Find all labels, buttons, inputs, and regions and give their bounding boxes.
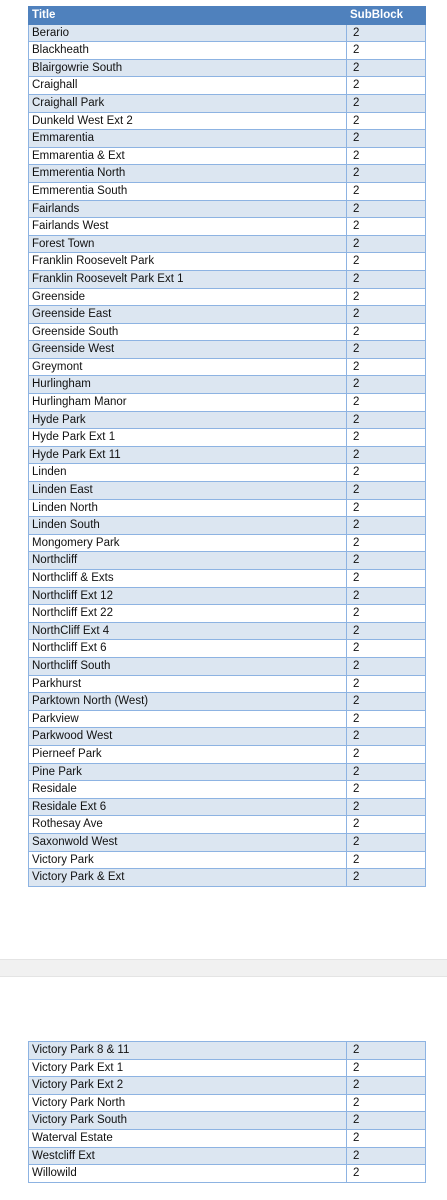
table-row — [29, 587, 426, 605]
cell-title: Parkwood West — [29, 728, 347, 746]
cell-subblock: 2 — [347, 464, 426, 482]
cell-subblock: 2 — [347, 341, 426, 359]
cell-subblock: 2 — [347, 781, 426, 799]
table-row — [29, 534, 426, 552]
table-row — [29, 710, 426, 728]
table-row — [29, 763, 426, 781]
cell-title: Residale — [29, 781, 347, 799]
cell-subblock: 2 — [347, 482, 426, 500]
table-row — [29, 429, 426, 447]
cell-subblock: 2 — [347, 288, 426, 306]
cell-subblock: 2 — [347, 798, 426, 816]
cell-title: Victory Park North — [29, 1094, 347, 1112]
table-row — [29, 235, 426, 253]
table-row — [29, 816, 426, 834]
cell-title: Victory Park South — [29, 1112, 347, 1130]
cell-title: Residale Ext 6 — [29, 798, 347, 816]
cell-title: Franklin Roosevelt Park Ext 1 — [29, 270, 347, 288]
cell-title: Greenside East — [29, 306, 347, 324]
cell-subblock: 2 — [347, 499, 426, 517]
cell-subblock: 2 — [347, 59, 426, 77]
table-row — [29, 552, 426, 570]
table-row — [29, 218, 426, 236]
cell-title: NorthCliff Ext 4 — [29, 622, 347, 640]
table-row — [29, 112, 426, 130]
cell-title: Victory Park — [29, 851, 347, 869]
table-row — [29, 570, 426, 588]
cell-subblock: 2 — [347, 728, 426, 746]
cell-subblock: 2 — [347, 429, 426, 447]
cell-subblock: 2 — [347, 517, 426, 535]
cell-title: Northcliff Ext 22 — [29, 605, 347, 623]
table-row — [29, 499, 426, 517]
suburb-table-bottom — [28, 1041, 426, 1183]
cell-subblock: 2 — [347, 24, 426, 42]
cell-title: Hyde Park Ext 11 — [29, 446, 347, 464]
table-row — [29, 94, 426, 112]
cell-title: Greenside West — [29, 341, 347, 359]
table-row — [29, 165, 426, 183]
table-row — [29, 833, 426, 851]
cell-title: Parkview — [29, 710, 347, 728]
cell-subblock: 2 — [347, 833, 426, 851]
table-row — [29, 693, 426, 711]
cell-title: Hyde Park — [29, 411, 347, 429]
cell-subblock: 2 — [347, 1147, 426, 1165]
cell-title: Northcliff Ext 6 — [29, 640, 347, 658]
table-row — [29, 411, 426, 429]
cell-title: Mongomery Park — [29, 534, 347, 552]
cell-title: Emmerentia South — [29, 182, 347, 200]
cell-title: Northcliff South — [29, 657, 347, 675]
page-break — [0, 959, 447, 977]
cell-title: Willowild — [29, 1165, 347, 1183]
cell-subblock: 2 — [347, 165, 426, 183]
table-row — [29, 376, 426, 394]
cell-title: Forest Town — [29, 235, 347, 253]
cell-title: Rothesay Ave — [29, 816, 347, 834]
cell-subblock: 2 — [347, 552, 426, 570]
cell-subblock: 2 — [347, 1077, 426, 1095]
cell-subblock: 2 — [347, 394, 426, 412]
table-row — [29, 1059, 426, 1077]
cell-subblock: 2 — [347, 376, 426, 394]
suburb-table-top — [28, 6, 426, 887]
cell-title: Fairlands — [29, 200, 347, 218]
cell-title: Craighall Park — [29, 94, 347, 112]
table-row — [29, 1094, 426, 1112]
table-row — [29, 358, 426, 376]
cell-title: Parkhurst — [29, 675, 347, 693]
cell-subblock: 2 — [347, 218, 426, 236]
cell-subblock: 2 — [347, 816, 426, 834]
cell-subblock: 2 — [347, 675, 426, 693]
table-row — [29, 869, 426, 887]
cell-subblock: 2 — [347, 323, 426, 341]
cell-title: Greenside South — [29, 323, 347, 341]
table-row — [29, 323, 426, 341]
table-row — [29, 464, 426, 482]
cell-subblock: 2 — [347, 1059, 426, 1077]
cell-title: Victory Park 8 & 11 — [29, 1042, 347, 1060]
table-row — [29, 482, 426, 500]
table-row — [29, 517, 426, 535]
cell-title: Dunkeld West Ext 2 — [29, 112, 347, 130]
cell-title: Northcliff — [29, 552, 347, 570]
table-row — [29, 24, 426, 42]
table-row — [29, 270, 426, 288]
cell-subblock: 2 — [347, 622, 426, 640]
table-row — [29, 1165, 426, 1183]
table-row — [29, 622, 426, 640]
table-row — [29, 1129, 426, 1147]
cell-title: Hurlingham Manor — [29, 394, 347, 412]
cell-title: Northcliff & Exts — [29, 570, 347, 588]
cell-title: Waterval Estate — [29, 1129, 347, 1147]
cell-subblock: 2 — [347, 358, 426, 376]
cell-subblock: 2 — [347, 1094, 426, 1112]
cell-title: Victory Park Ext 1 — [29, 1059, 347, 1077]
table-row — [29, 253, 426, 271]
table-row — [29, 781, 426, 799]
cell-title: Franklin Roosevelt Park — [29, 253, 347, 271]
table-row — [29, 306, 426, 324]
cell-subblock: 2 — [347, 763, 426, 781]
cell-title: Linden South — [29, 517, 347, 535]
table-row — [29, 640, 426, 658]
cell-subblock: 2 — [347, 235, 426, 253]
cell-subblock: 2 — [347, 306, 426, 324]
cell-subblock: 2 — [347, 851, 426, 869]
cell-title: Blackheath — [29, 42, 347, 60]
table-row — [29, 798, 426, 816]
table-row — [29, 77, 426, 95]
cell-title: Northcliff Ext 12 — [29, 587, 347, 605]
cell-title: Blairgowrie South — [29, 59, 347, 77]
cell-subblock: 2 — [347, 693, 426, 711]
table-row — [29, 745, 426, 763]
cell-subblock: 2 — [347, 200, 426, 218]
cell-subblock: 2 — [347, 1165, 426, 1183]
column-header-subblock: SubBlock — [347, 7, 426, 25]
cell-title: Linden — [29, 464, 347, 482]
table-row — [29, 851, 426, 869]
cell-subblock: 2 — [347, 1042, 426, 1060]
cell-subblock: 2 — [347, 587, 426, 605]
cell-subblock: 2 — [347, 534, 426, 552]
cell-subblock: 2 — [347, 570, 426, 588]
cell-title: Greymont — [29, 358, 347, 376]
table-row — [29, 1112, 426, 1130]
cell-title: Berario — [29, 24, 347, 42]
cell-subblock: 2 — [347, 605, 426, 623]
cell-subblock: 2 — [347, 1112, 426, 1130]
cell-title: Greenside — [29, 288, 347, 306]
table-row — [29, 657, 426, 675]
cell-subblock: 2 — [347, 446, 426, 464]
cell-title: Victory Park & Ext — [29, 869, 347, 887]
cell-title: Emmarentia — [29, 130, 347, 148]
cell-subblock: 2 — [347, 1129, 426, 1147]
cell-subblock: 2 — [347, 270, 426, 288]
table-row — [29, 130, 426, 148]
cell-subblock: 2 — [347, 411, 426, 429]
table-row — [29, 42, 426, 60]
table-row — [29, 182, 426, 200]
cell-subblock: 2 — [347, 640, 426, 658]
cell-title: Pine Park — [29, 763, 347, 781]
cell-title: Emmarentia & Ext — [29, 147, 347, 165]
table-row — [29, 341, 426, 359]
cell-title: Pierneef Park — [29, 745, 347, 763]
cell-title: Westcliff Ext — [29, 1147, 347, 1165]
table-row — [29, 1147, 426, 1165]
cell-title: Craighall — [29, 77, 347, 95]
table-row — [29, 446, 426, 464]
cell-subblock: 2 — [347, 130, 426, 148]
cell-subblock: 2 — [347, 42, 426, 60]
table-row — [29, 147, 426, 165]
table-row — [29, 675, 426, 693]
cell-subblock: 2 — [347, 94, 426, 112]
cell-title: Hyde Park Ext 1 — [29, 429, 347, 447]
cell-title: Linden East — [29, 482, 347, 500]
cell-title: Saxonwold West — [29, 833, 347, 851]
cell-subblock: 2 — [347, 112, 426, 130]
cell-title: Emmerentia North — [29, 165, 347, 183]
table-row — [29, 59, 426, 77]
table-row — [29, 288, 426, 306]
cell-subblock: 2 — [347, 147, 426, 165]
cell-title: Fairlands West — [29, 218, 347, 236]
table-header-row — [29, 7, 426, 25]
cell-subblock: 2 — [347, 657, 426, 675]
cell-title: Linden North — [29, 499, 347, 517]
cell-title: Parktown North (West) — [29, 693, 347, 711]
cell-title: Hurlingham — [29, 376, 347, 394]
cell-subblock: 2 — [347, 869, 426, 887]
cell-title: Victory Park Ext 2 — [29, 1077, 347, 1095]
cell-subblock: 2 — [347, 182, 426, 200]
table-row — [29, 200, 426, 218]
cell-subblock: 2 — [347, 710, 426, 728]
cell-subblock: 2 — [347, 745, 426, 763]
column-header-title: Title — [29, 7, 347, 25]
table-row — [29, 605, 426, 623]
table-row — [29, 394, 426, 412]
table-row — [29, 1042, 426, 1060]
cell-subblock: 2 — [347, 77, 426, 95]
table-row — [29, 1077, 426, 1095]
table-row — [29, 728, 426, 746]
cell-subblock: 2 — [347, 253, 426, 271]
